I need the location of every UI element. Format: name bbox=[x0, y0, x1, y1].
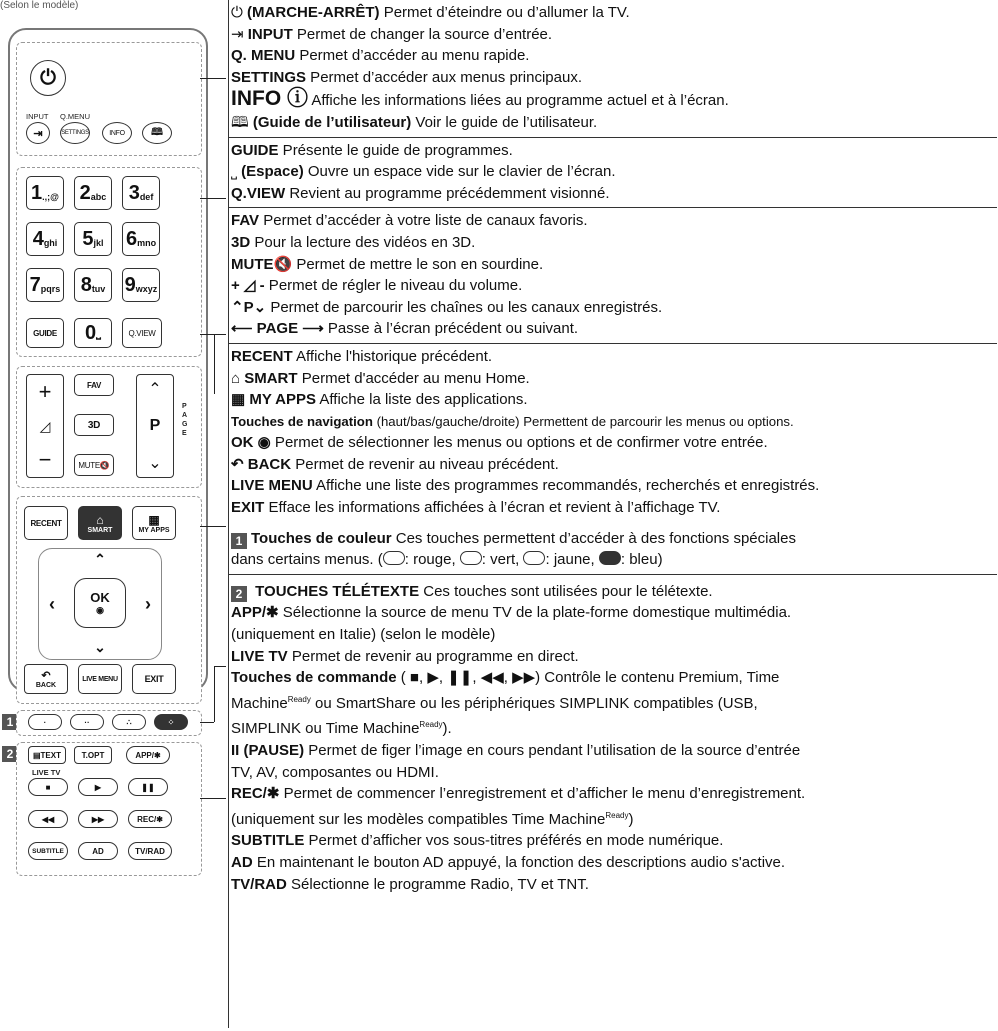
description-line bbox=[231, 275, 997, 297]
guide-button[interactable]: GUIDE bbox=[26, 318, 64, 348]
teletext-section-badge: 2 bbox=[231, 586, 247, 602]
key-name: INPUT bbox=[247, 25, 293, 43]
blue-text: : bleu) bbox=[620, 551, 663, 569]
teletext-section bbox=[229, 575, 997, 898]
color-keys-line-1 bbox=[231, 528, 997, 550]
description-line bbox=[231, 714, 997, 740]
color-keys-title: Touches de couleur bbox=[251, 529, 392, 547]
volume-icon: ◿ bbox=[39, 417, 51, 434]
number-2-button[interactable] bbox=[74, 176, 112, 210]
smart-label: SMART bbox=[87, 526, 113, 534]
key-description: Permet de sélectionner les menus ou options et de confirmer votre entrée. bbox=[270, 434, 768, 452]
key-description: Permet de revenir au programme en direct. bbox=[287, 647, 579, 665]
description-line bbox=[231, 210, 997, 232]
description-section bbox=[229, 344, 997, 522]
description-line bbox=[231, 740, 997, 762]
description-panel bbox=[228, 0, 997, 1028]
green-key-icon bbox=[460, 551, 482, 565]
description-section bbox=[229, 0, 997, 138]
superscript: Ready bbox=[605, 810, 629, 820]
callout-line bbox=[214, 666, 226, 667]
callout-line bbox=[200, 798, 226, 799]
description-line bbox=[231, 346, 997, 368]
key-description: Sélectionne la source de menu TV de la plate-forme domestique multimédia. bbox=[278, 604, 792, 622]
key-description: SIMPLINK ou Time Machine bbox=[231, 720, 420, 738]
key-description: Ces touches sont utilisées pour le télétexte. bbox=[419, 582, 713, 600]
key-name: FAV bbox=[231, 212, 260, 230]
description-line bbox=[231, 88, 997, 112]
apps-grid-icon: ▦ bbox=[148, 512, 160, 527]
key-description: (uniquement en Italie) (selon le modèle) bbox=[231, 626, 496, 644]
yellow-button[interactable]: ∴ bbox=[112, 714, 146, 730]
key-description: Affiche les informations liées au programme actuel et à l’écran. bbox=[308, 92, 729, 110]
number-1-button[interactable] bbox=[26, 176, 64, 210]
ad-button[interactable]: AD bbox=[78, 842, 118, 860]
description-line bbox=[231, 581, 997, 603]
red-key-icon bbox=[383, 551, 405, 565]
nav-right-button[interactable]: › bbox=[145, 593, 151, 614]
text-label: TEXT bbox=[40, 750, 61, 760]
exit-button[interactable]: EXIT bbox=[132, 664, 176, 694]
tvrad-button[interactable]: TV/RAD bbox=[128, 842, 172, 860]
key-name: (Espace) bbox=[241, 163, 304, 181]
key-name: REC/✱ bbox=[231, 785, 280, 803]
key-description: Permet d’accéder aux menus principaux. bbox=[306, 68, 582, 86]
number-9-digit: 9 bbox=[124, 273, 136, 296]
description-line bbox=[231, 45, 997, 67]
red-text: : rouge, bbox=[404, 551, 456, 569]
description-line bbox=[231, 2, 997, 24]
number-8-button[interactable] bbox=[74, 268, 112, 302]
key-name: OK ◉ bbox=[231, 434, 271, 452]
key-icon: ⎵ bbox=[231, 163, 242, 181]
nav-down-button[interactable]: ⌄ bbox=[94, 638, 106, 655]
topt-button[interactable]: T.OPT bbox=[74, 746, 112, 764]
description-line bbox=[231, 689, 997, 715]
description-line bbox=[231, 232, 997, 254]
description-section bbox=[229, 208, 997, 344]
key-name: SETTINGS bbox=[231, 68, 307, 86]
space-icon: ⎵ bbox=[96, 325, 101, 340]
key-description: Affiche la liste des applications. bbox=[316, 391, 528, 409]
description-line bbox=[231, 318, 997, 340]
color-keys-text-1: Ces touches permettent d’accéder à des fonctions spéciales bbox=[391, 529, 796, 547]
number-9-button[interactable] bbox=[122, 268, 160, 302]
ok-dot-icon: ◉ bbox=[96, 605, 104, 615]
text-button[interactable] bbox=[28, 746, 66, 764]
key-description: Permet d’éteindre ou d’allumer la TV. bbox=[379, 4, 630, 21]
description-line bbox=[231, 783, 997, 805]
description-line bbox=[231, 140, 997, 162]
key-name: TV/RAD bbox=[231, 875, 287, 893]
description-line bbox=[231, 830, 997, 852]
key-description: Présente le guide de programmes. bbox=[278, 141, 513, 159]
key-description: Revient au programme précédemment visionné. bbox=[285, 184, 610, 202]
key-name: ⌃P⌄ bbox=[231, 298, 267, 316]
back-label: BACK bbox=[35, 682, 57, 689]
callout-line bbox=[200, 78, 226, 79]
callout-line bbox=[200, 526, 226, 527]
mute-button[interactable] bbox=[74, 454, 114, 476]
qmenu-label: Q.MENU bbox=[60, 112, 90, 121]
user-guide-button[interactable]: 🕮 bbox=[142, 122, 172, 144]
red-button[interactable]: · bbox=[28, 714, 62, 730]
3d-button[interactable]: 3D bbox=[74, 414, 114, 436]
ok-label: OK bbox=[90, 590, 110, 605]
stop-icon: ■ bbox=[45, 782, 51, 792]
number-8-digit: 8 bbox=[80, 273, 92, 296]
key-name: MUTE🔇 bbox=[231, 255, 293, 273]
description-line bbox=[231, 805, 997, 831]
number-8-letters: tuv bbox=[91, 284, 106, 294]
volume-down-icon: − bbox=[38, 447, 52, 472]
live-tv-label: LIVE TV bbox=[32, 768, 61, 777]
play-button[interactable] bbox=[78, 778, 118, 796]
channel-label: P bbox=[149, 417, 161, 434]
description-line bbox=[231, 112, 997, 134]
text-icon: ▤ bbox=[32, 750, 41, 760]
rewind-button[interactable] bbox=[28, 810, 68, 828]
color-keys-line-2 bbox=[231, 549, 997, 571]
description-line bbox=[231, 762, 997, 784]
description-line bbox=[231, 602, 997, 624]
key-name: SUBTITLE bbox=[231, 832, 305, 850]
description-line bbox=[231, 475, 997, 497]
key-name: Touches de navigation bbox=[231, 413, 373, 429]
volume-up-icon: + bbox=[38, 379, 52, 404]
key-name: AD bbox=[231, 853, 253, 871]
callout-line bbox=[200, 334, 226, 335]
number-6-digit: 6 bbox=[125, 227, 138, 250]
key-description: Permet de figer l’image en cours pendant l’utilisation de la source d’entrée bbox=[304, 742, 801, 759]
key-description: ). bbox=[442, 720, 452, 738]
key-name: Touches de commande bbox=[231, 669, 397, 687]
my-apps-label: MY APPS bbox=[138, 526, 170, 534]
description-line bbox=[231, 24, 997, 46]
key-name: EXIT bbox=[231, 499, 265, 517]
app-button[interactable]: APP/✱ bbox=[126, 746, 170, 764]
key-name: ↶ BACK bbox=[231, 455, 292, 473]
description-line bbox=[231, 297, 997, 319]
callout-line bbox=[214, 334, 215, 394]
play-icon: ▶ bbox=[94, 782, 102, 792]
key-name: Q.VIEW bbox=[231, 184, 286, 202]
key-name: ⌂ SMART bbox=[231, 369, 298, 387]
number-3-letters: def bbox=[139, 192, 154, 202]
zero-space-button[interactable] bbox=[74, 318, 112, 348]
key-description: (haut/bas/gauche/droite) Permettent de parcourir les menus ou options. bbox=[372, 413, 794, 429]
description-line bbox=[231, 667, 997, 689]
key-description: ou SmartShare ou les périphériques SIMPLINK compatibles (USB, bbox=[310, 694, 758, 712]
key-name: RECENT bbox=[231, 347, 293, 365]
my-apps-button[interactable] bbox=[132, 506, 176, 540]
key-name: TOUCHES TÉLÉTEXTE bbox=[251, 582, 420, 600]
green-button[interactable]: ·· bbox=[70, 714, 104, 730]
rewind-icon: ◀◀ bbox=[41, 814, 55, 824]
description-line bbox=[231, 852, 997, 874]
superscript: Ready bbox=[287, 694, 311, 704]
remote-illustration bbox=[2, 22, 214, 1028]
mute-label: MUTE bbox=[78, 460, 100, 470]
description-line bbox=[231, 161, 997, 183]
description-sections bbox=[229, 0, 997, 522]
key-name: (Guide de l’utilisateur) bbox=[252, 113, 412, 131]
number-1-digit: 1 bbox=[31, 181, 43, 204]
key-name: 3D bbox=[231, 233, 251, 251]
back-arrow-icon: ↶ bbox=[41, 670, 51, 682]
settings-button[interactable]: SETTINGS bbox=[60, 122, 90, 144]
key-name: Q. MENU bbox=[231, 47, 296, 65]
rec-button[interactable]: REC/✱ bbox=[128, 810, 172, 828]
info-button[interactable]: INFO bbox=[102, 122, 132, 144]
page-label: PAGE bbox=[182, 403, 188, 437]
description-line bbox=[231, 874, 997, 896]
fav-button[interactable]: FAV bbox=[74, 374, 114, 396]
key-name: ⟵ PAGE ⟶ bbox=[231, 320, 324, 338]
qview-button[interactable]: Q.VIEW bbox=[122, 318, 162, 348]
callout-line bbox=[214, 666, 215, 722]
description-line bbox=[231, 497, 997, 519]
mute-icon: 🔇 bbox=[99, 460, 110, 470]
ok-button[interactable] bbox=[74, 578, 126, 628]
key-description: Permet de changer la source d’entrée. bbox=[292, 25, 553, 43]
key-description: Sélectionne le programme Radio, TV et TNT. bbox=[286, 875, 589, 893]
number-4-digit: 4 bbox=[32, 227, 44, 250]
key-name: LIVE TV bbox=[231, 647, 288, 665]
channel-rocker[interactable] bbox=[136, 374, 174, 478]
description-line bbox=[231, 624, 997, 646]
number-2-digit: 2 bbox=[79, 181, 91, 204]
yellow-text: : jaune, bbox=[545, 551, 595, 569]
description-line bbox=[231, 411, 997, 433]
number-9-letters: wxyz bbox=[135, 284, 158, 294]
key-description: TV, AV, composantes ou HDMI. bbox=[231, 763, 439, 781]
description-section bbox=[229, 138, 997, 209]
number-7-digit: 7 bbox=[29, 273, 41, 296]
key-description: ) bbox=[628, 810, 634, 828]
key-description: Voir le guide de l’utilisateur. bbox=[411, 113, 598, 131]
recent-button[interactable]: RECENT bbox=[24, 506, 68, 540]
blue-button[interactable]: ⁘ bbox=[154, 714, 188, 730]
number-3-button[interactable] bbox=[122, 176, 160, 210]
number-1-letters: .,;@ bbox=[42, 192, 59, 202]
key-description: En maintenant le bouton AD appuyé, la fonction des descriptions audio s'active. bbox=[252, 853, 786, 871]
callout-line bbox=[200, 722, 214, 723]
key-description: Permet de revenir au niveau précédent. bbox=[291, 455, 559, 473]
key-name: II (PAUSE) bbox=[231, 742, 305, 759]
key-description: Permet d'accéder au menu Home. bbox=[297, 369, 530, 387]
green-text: : vert, bbox=[481, 551, 520, 569]
description-line bbox=[231, 254, 997, 276]
power-button[interactable]: ⏻ bbox=[30, 60, 66, 96]
key-name: INFO ⓘ bbox=[231, 87, 308, 111]
fast-forward-button[interactable] bbox=[78, 810, 118, 828]
key-description: Machine bbox=[231, 694, 288, 712]
color-keys-section bbox=[229, 522, 997, 575]
chevron-down-icon: ⌄ bbox=[148, 455, 162, 472]
input-label: INPUT bbox=[26, 112, 49, 121]
key-description: Efface les informations affichées à l’écran et revient à l’affichage TV. bbox=[264, 499, 721, 517]
volume-rocker[interactable] bbox=[26, 374, 64, 478]
description-line bbox=[231, 454, 997, 476]
key-name: LIVE MENU bbox=[231, 477, 313, 495]
key-name: + ◿ - bbox=[231, 277, 265, 295]
subtitle-button[interactable]: SUBTITLE bbox=[28, 842, 68, 860]
callout-line bbox=[200, 198, 226, 199]
number-2-letters: abc bbox=[90, 192, 107, 202]
key-description: Permet d’accéder à votre liste de canaux favoris. bbox=[259, 212, 588, 230]
nav-up-button[interactable]: ⌃ bbox=[94, 550, 106, 567]
description-line bbox=[231, 368, 997, 390]
color-keys-badge: 1 bbox=[2, 714, 18, 730]
key-description: Permet d’afficher vos sous-titres préférés en mode numérique. bbox=[304, 832, 724, 850]
key-description: Permet de régler le niveau du volume. bbox=[264, 277, 523, 295]
description-line bbox=[231, 183, 997, 205]
zero-label: 0 bbox=[85, 321, 97, 344]
number-3-digit: 3 bbox=[128, 181, 140, 204]
number-5-letters: jkl bbox=[93, 238, 104, 248]
key-description: Affiche une liste des programmes recommandés, recherchés et enregistrés. bbox=[312, 477, 820, 495]
key-name: APP/✱ bbox=[231, 604, 279, 622]
description-line bbox=[231, 646, 997, 668]
number-4-button[interactable] bbox=[26, 222, 64, 256]
pause-icon: ❚❚ bbox=[141, 782, 155, 792]
key-name: (MARCHE-ARRÊT) bbox=[247, 4, 380, 21]
key-name: ▦ MY APPS bbox=[231, 391, 317, 409]
back-button[interactable] bbox=[24, 664, 68, 694]
key-description: (uniquement sur les modèles compatibles Time Machine bbox=[231, 810, 606, 828]
model-note: (Selon le modèle) bbox=[0, 0, 79, 11]
description-line bbox=[231, 67, 997, 89]
key-icon: ⏻ bbox=[231, 4, 248, 21]
yellow-key-icon bbox=[523, 551, 545, 565]
number-7-button[interactable] bbox=[26, 268, 64, 302]
number-5-digit: 5 bbox=[82, 227, 94, 250]
number-7-letters: pqrs bbox=[40, 284, 61, 294]
color-keys-text-2: dans certains menus. ( bbox=[231, 551, 383, 569]
fast-forward-icon: ▶▶ bbox=[91, 814, 105, 824]
color-keys-section-badge: 1 bbox=[231, 533, 247, 549]
key-description: ( ■, ▶, ❚❚, ◀◀, ▶▶) Contrôle le contenu Premium, Time bbox=[396, 669, 780, 687]
key-description: Passe à l’écran précédent ou suivant. bbox=[323, 320, 579, 338]
key-icon: 🕮 bbox=[231, 113, 253, 131]
number-4-letters: ghi bbox=[43, 238, 58, 248]
key-icon: ⇥ bbox=[231, 25, 248, 43]
teletext-keys-badge: 2 bbox=[2, 746, 18, 762]
blue-key-icon bbox=[599, 551, 621, 565]
chevron-up-icon: ⌃ bbox=[148, 381, 162, 398]
number-6-button[interactable] bbox=[122, 222, 160, 256]
stop-button[interactable] bbox=[28, 778, 68, 796]
key-description: Permet de mettre le son en sourdine. bbox=[292, 255, 544, 273]
nav-left-button[interactable]: ‹ bbox=[49, 593, 55, 614]
key-description: Pour la lecture des vidéos en 3D. bbox=[250, 233, 476, 251]
live-menu-button[interactable]: LIVE MENU bbox=[78, 664, 122, 694]
smart-button[interactable] bbox=[78, 506, 122, 540]
key-description: Permet d’accéder au menu rapide. bbox=[295, 47, 530, 65]
pause-button[interactable] bbox=[128, 778, 168, 796]
key-description: Permet de commencer l’enregistrement et d’afficher le menu d’enregistrement. bbox=[279, 785, 806, 803]
key-description: Ouvre un espace vide sur le clavier de l’écran. bbox=[303, 163, 616, 181]
superscript: Ready bbox=[419, 720, 443, 730]
number-5-button[interactable] bbox=[74, 222, 112, 256]
key-name: GUIDE bbox=[231, 141, 279, 159]
input-button[interactable]: ⇥ bbox=[26, 122, 50, 144]
description-line bbox=[231, 389, 997, 411]
home-icon: ⌂ bbox=[96, 512, 104, 527]
key-description: Affiche l'historique précédent. bbox=[292, 347, 493, 365]
key-description: Permet de parcourir les chaînes ou les canaux enregistrés. bbox=[266, 298, 663, 316]
number-6-letters: mno bbox=[137, 238, 157, 248]
description-line bbox=[231, 432, 997, 454]
